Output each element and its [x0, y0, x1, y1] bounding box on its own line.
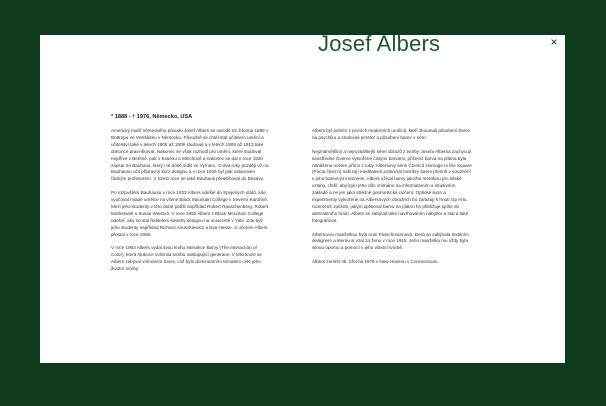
artist-lifespan: * 1888 - † 1976, Německo, USA	[111, 114, 193, 120]
artist-modal	[40, 35, 565, 363]
biography-left-column	[111, 128, 271, 280]
close-icon[interactable]: ×	[550, 35, 558, 49]
bio-paragraph: V roce 1963 Albers vydal svou knihu Interakce Barvy (The Interaction of Color), která hluboce ovlivnila tvorbu nastupující generace. V této knize se Albers zabýval vnímáním barev, což bylo dominantním tématem celé jeho životní tvorby.	[111, 245, 262, 272]
bio-paragraph: Americký malíř německého původu Josef Albers se narodil 19. března 1888 v Bottropu ve Vestfálsku v Německu. Původně se chtěl stát učitelem umění a učitelství také v letech 1905 až 1905 studoval a v letech 1908 až 1913 také dokonce praxi-škoval. Nakonec se však rozhodl pro umění, které studoval nejdříve v Berlíně, pak v Essenu a Mnichově a nakonec se dal v roce 1920 zapsat na Bauhaus, který i té době sídlil ve Výmaru. O dva roky později už na Bauhausu učil přípravný kurz designu a v roce 1925 byl pak ustanoven řádným profesorem. V tomto roce se také Bauhaus přestěhoval do Desavy.	[111, 128, 269, 182]
bio-paragraph: Po rozpuštění Bauhausu v roce 1933 Albers odešel do Spojených států, kde vyučoval miadé umělce na vlivné Black Mountain College v Severní Karolíně. Mezi jeho studenty v této době patřili například Robert Rauschenberg, Robert Motherwell a Susan Weilová. V roce 1950 Albers z Black Mountain College odešel, aby se stal ředitelem katedry designu na univerzitě v Yale. Zde byli jeho studenty například Richard Anuszkiewicz a Eva Hesse. S učením Albers přestal v roce 1958.	[111, 190, 269, 237]
bio-paragraph: Nejznámějšími a nejrozsáhlejší sérei obrazů z tvorby Josefa Albersa zachycují soustředné čtverce vytvořené čistými barvami, přičemž barva na plátna byla nanášena nožem přímo z tuby. Albersovy série Čtverců Homage to the Square (Pocta čtverci) nabízejí meditativní potenciál mezihry barev přesně v souznění s jeho barevnými teoriemi. Albers užíval barvy jakožto metaforu pro lidské vztahy, chtěl, aby bylo jeho dílo vnímáno na informativním a intuitivním základě a ne jen jako striktně geometrická cvičení. Optické iluze a experimenty vytvořené na Albersových obrazech ho zařazují k hnutí Op Artu, niceméně způsob, jakým aplikoval barvu na plátno ho přibližuje spíše do abstraktního hnutí. Albers se zabýval také navrhováním nábytku a stal a také fotografovat.	[312, 148, 472, 223]
bio-paragraph: Albertovou manželkou byla Anni Fleischmannová, která se zabývala textilním designem a kterou si vzal za ženu v roce 1915. Jeho manželka mu vždy byla silnou oporou a pomocí v jeho vlastní tvorbě.	[312, 231, 469, 251]
bio-paragraph: Albers byl jedním z prvních moderních umělců, kteří zkoumali působení barev na psychiku a studovali prostor a působení barev v něm.	[312, 128, 471, 140]
artist-title: Josef Albers	[318, 35, 441, 56]
biography-right-column	[312, 128, 472, 273]
bio-paragraph: Albers zemřel 25. března 1976 v New Havenu v Connecticutu.	[312, 259, 439, 265]
